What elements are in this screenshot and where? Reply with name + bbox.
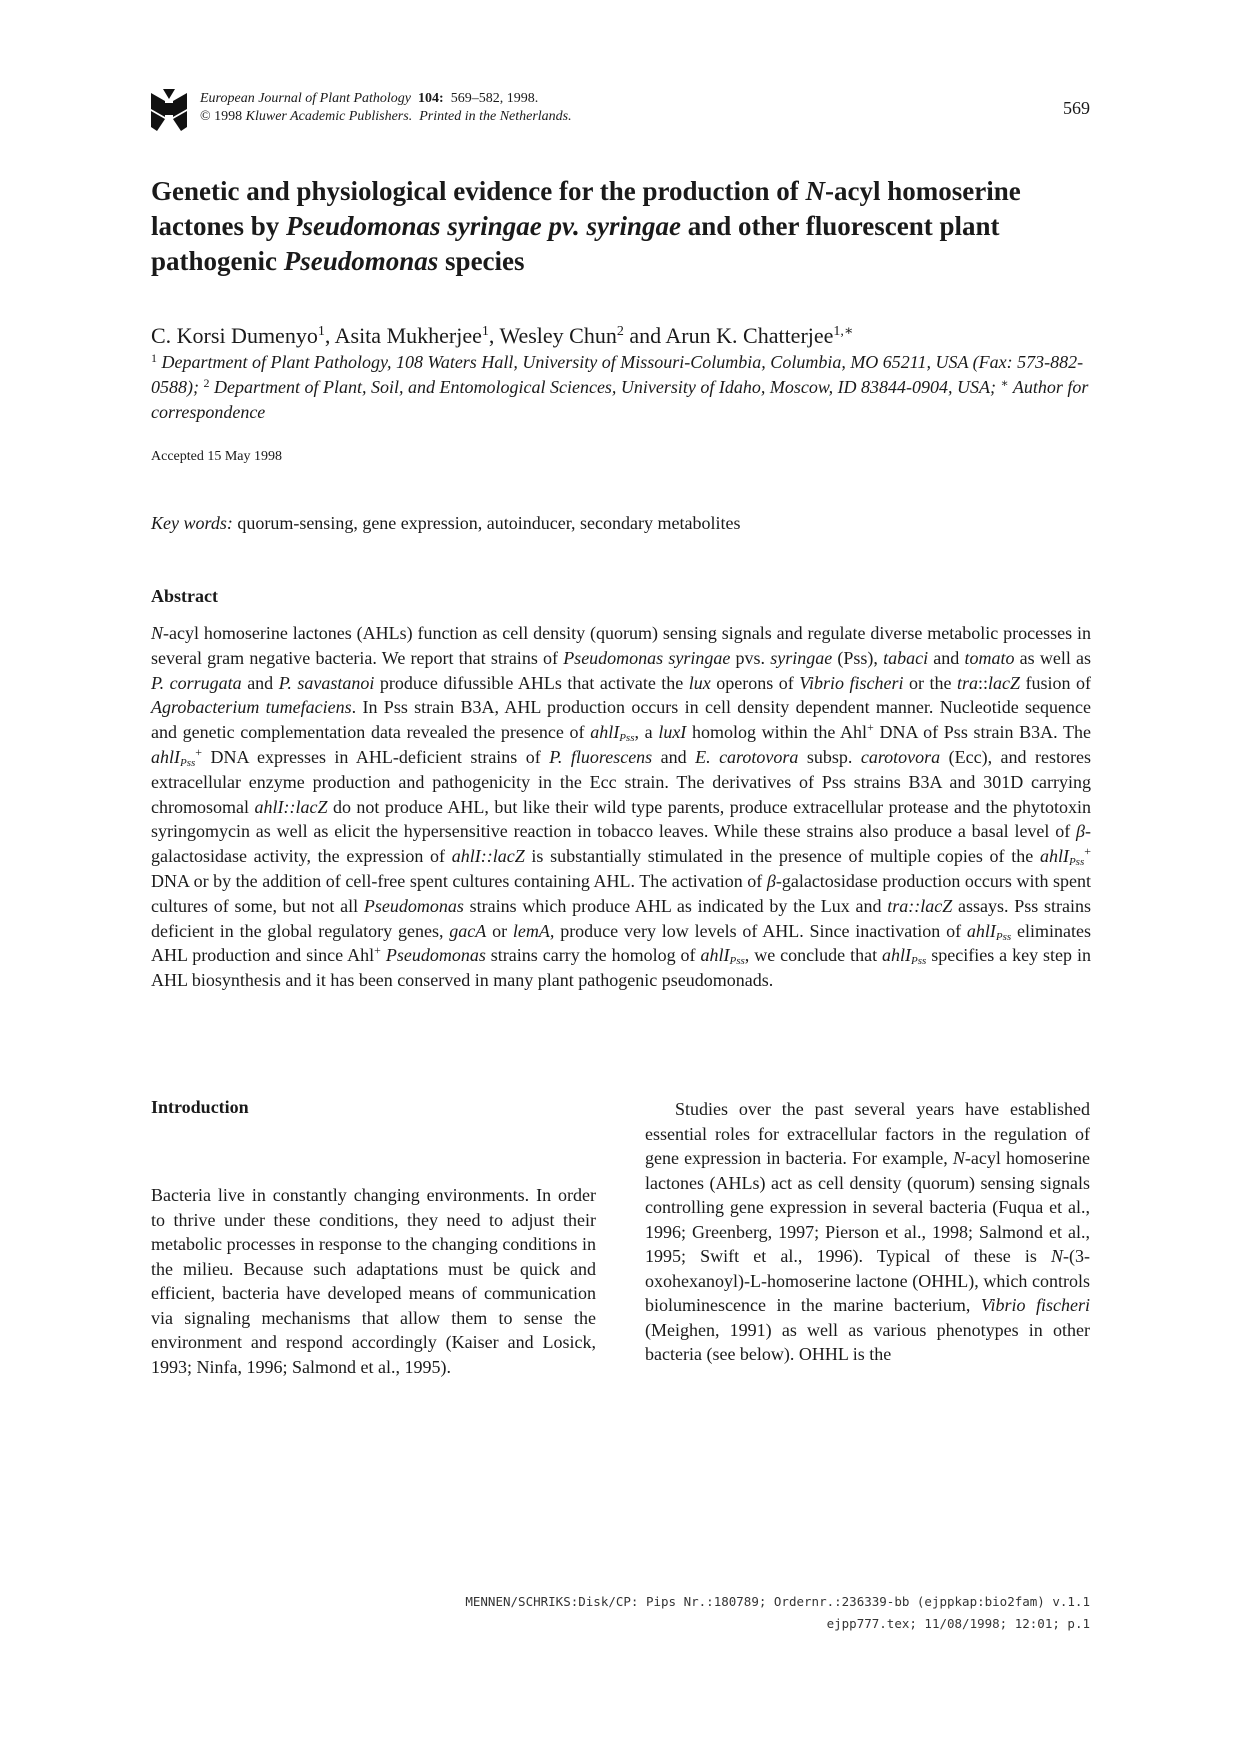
abstract-subscript: Pss bbox=[619, 732, 635, 745]
abstract-italic: P. corrugata bbox=[151, 672, 242, 693]
author-name: Asita Mukherjee bbox=[334, 323, 482, 348]
printed-note: Printed in the Netherlands. bbox=[419, 109, 572, 124]
journal-citation bbox=[200, 90, 900, 126]
abstract-italic: tra::lacZ bbox=[887, 895, 953, 916]
abstract-text: -galactosidase production occurs with spent cultures of some, but not all bbox=[151, 870, 1092, 916]
title-italic-n: N bbox=[805, 176, 825, 206]
abstract-text: or bbox=[486, 920, 513, 941]
introduction-right-column bbox=[645, 1097, 1090, 1367]
abstract-italic: Vibrio fischeri bbox=[799, 672, 904, 693]
journal-line-2 bbox=[200, 108, 900, 126]
abstract-text: do not produce AHL, but like their wild type parents, produce extracellular protease and the phytotoxin syringomycin as well as elicit the hypersensitive reaction in tobacco leaves. While these strains also produce a basal level of bbox=[151, 796, 1091, 842]
author-separator: , bbox=[488, 323, 500, 348]
abstract-text: strains which produce AHL as indicated by the Lux and bbox=[463, 895, 888, 916]
keywords-text: quorum-sensing, gene expression, autoinducer, secondary metabolites bbox=[232, 513, 741, 533]
abstract-text: , a bbox=[634, 722, 659, 743]
abstract-text: DNA of Pss strain B3A. The bbox=[873, 722, 1091, 743]
title-text: Genetic and physiological evidence for the production of bbox=[151, 176, 806, 206]
abstract-superscript: + bbox=[195, 744, 203, 759]
copyright-symbol: © bbox=[200, 109, 211, 124]
abstract-italic: ahlI bbox=[700, 945, 730, 966]
abstract-italic: tabaci bbox=[883, 647, 929, 668]
abstract-italic: ahlI::lacZ bbox=[451, 846, 525, 867]
abstract-italic: Pseudomonas bbox=[385, 945, 486, 966]
author-affiliation-mark: 1 bbox=[481, 324, 489, 339]
abstract-italic: ahlI::lacZ bbox=[254, 796, 328, 817]
abstract-text: and bbox=[241, 672, 279, 693]
author-name: C. Korsi Dumenyo bbox=[151, 323, 318, 348]
affiliation-text: Department of Plant, Soil, and Entomological Sciences, University of Idaho, Moscow, ID 83844-0904, USA; bbox=[209, 377, 1001, 397]
abstract-body bbox=[151, 621, 1091, 993]
abstract-text: pvs. bbox=[730, 647, 771, 668]
intro-text: (Meighen, 1991) as well as various phenotypes in other bacteria (see below). OHHL is the bbox=[645, 1319, 1090, 1364]
abstract-superscript: + bbox=[374, 943, 381, 958]
author-name: Wesley Chun bbox=[499, 323, 617, 348]
abstract-text: subsp. bbox=[798, 746, 861, 767]
abstract-italic: tomato bbox=[964, 647, 1015, 668]
article-title bbox=[151, 174, 1101, 279]
abstract-subscript: Pss bbox=[729, 955, 745, 968]
abstract-text: -acyl homoserine lactones (AHLs) function as cell density (quorum) sensing signals and regulate diverse metabolic processes in several gram negative bacteria. We report that strains of bbox=[151, 623, 1091, 668]
footer-line-2: ejpp777.tex; 11/08/1998; 12:01; p.1 bbox=[826, 1616, 1090, 1631]
title-genus: Pseudomonas bbox=[283, 246, 439, 276]
author-list bbox=[151, 322, 1101, 350]
affiliation-mark: 2 bbox=[203, 376, 210, 390]
author-name: Arun K. Chatterjee bbox=[665, 323, 834, 348]
introduction-left-column: Bacteria live in constantly changing environments. In order to thrive under these conditions, they need to adjust their metabolic processes in response to the changing conditions in the milieu. Because such adaptations must be quick and efficient, bacteria have developed means of communication via signaling mechanisms that allow them to sense the environment and respond accordingly (Kaiser and Losick, 1993; Ninfa, 1996; Salmond et al., 1995). bbox=[151, 1185, 596, 1377]
abstract-italic: ahlI bbox=[966, 920, 996, 941]
abstract-text: assays. Pss strains deficient in the global regulatory genes, bbox=[151, 895, 1091, 941]
keywords bbox=[151, 513, 1101, 534]
abstract-subscript: Pss bbox=[1068, 856, 1085, 869]
abstract-subscript: Pss bbox=[180, 756, 196, 769]
abstract-text: produce difussible AHLs that activate the bbox=[374, 672, 689, 693]
copyright-year: 1998 bbox=[214, 109, 243, 124]
keywords-label: Key words: bbox=[151, 513, 233, 533]
affiliation-mark: ∗ bbox=[1000, 376, 1009, 390]
abstract-italic: β bbox=[1076, 821, 1085, 842]
publisher-name: Kluwer Academic Publishers. bbox=[245, 109, 413, 124]
author-affiliation-mark: 1 bbox=[317, 324, 325, 339]
intro-text: Studies over the past several years have established essential roles for extracellular factors in the regulation of gene expression in bacteria. For example, bbox=[645, 1099, 1090, 1168]
abstract-italic: Pseudomonas syringae bbox=[563, 647, 731, 668]
abstract-italic: ahlI bbox=[1039, 846, 1069, 867]
journal-pages-year: 569–582, 1998. bbox=[450, 91, 539, 106]
abstract-text: . In Pss strain B3A, AHL production occurs in cell density dependent manner. Nucleotide sequence and genetic complementation data revealed the presence of bbox=[151, 697, 1091, 743]
abstract-italic: carotovora bbox=[860, 746, 941, 767]
intro-italic: Vibrio fischeri bbox=[980, 1295, 1090, 1315]
affiliation-mark: 1 bbox=[151, 351, 157, 365]
intro-italic: N bbox=[952, 1148, 965, 1168]
intro-italic: N bbox=[1051, 1246, 1064, 1266]
journal-volume: 104: bbox=[418, 91, 444, 106]
abstract-text: DNA expresses in AHL-deficient strains of bbox=[202, 746, 550, 767]
abstract-italic: syringae bbox=[770, 647, 833, 668]
affiliations bbox=[151, 350, 1101, 425]
author-affiliation-mark: 2 bbox=[616, 324, 624, 339]
abstract-italic: gacA bbox=[449, 920, 487, 941]
abstract-text: and bbox=[652, 746, 696, 767]
abstract-italic: lemA, bbox=[512, 920, 555, 941]
abstract-text: and bbox=[928, 647, 965, 668]
abstract-italic: P. savastanoi bbox=[278, 672, 375, 693]
abstract-text: is substantially stimulated in the presence of multiple copies of the bbox=[524, 846, 1040, 867]
abstract-text: (Ecc), and restores extracellular enzyme production and pathogenicity in the Ecc strain. The derivatives of Pss strains B3A and 301D carrying chromosomal bbox=[151, 746, 1091, 817]
abstract-superscript: + bbox=[1084, 844, 1091, 859]
footer-line-1: MENNEN/SCHRIKS:Disk/CP: Pips Nr.:180789; Ordernr.:236339-bb (ejppkap:bio2fam) v.1.1 bbox=[465, 1594, 1090, 1609]
production-footer bbox=[400, 1591, 1090, 1635]
abstract-italic: E. carotovora bbox=[695, 746, 799, 767]
affiliation-text: Author for correspondence bbox=[151, 377, 1089, 422]
abstract-subscript: Pss bbox=[911, 955, 927, 968]
abstract-text: , we conclude that bbox=[744, 945, 883, 966]
affiliation-text: Department of Plant Pathology, 108 Waters Hall, University of Missouri-Columbia, Columbia, MO 65211, USA (Fax: 573-882-0588); bbox=[151, 352, 1084, 397]
publisher-logo-icon bbox=[151, 89, 187, 131]
abstract-italic: Pseudomonas bbox=[363, 895, 464, 916]
abstract-text: (Pss), bbox=[832, 647, 884, 668]
author-separator: , bbox=[324, 323, 335, 348]
introduction-heading: Introduction bbox=[151, 1097, 249, 1117]
abstract-text: specifies a key step in AHL biosynthesis and it has been conserved in many plant pathogenic pseudomonads. bbox=[151, 945, 1091, 991]
abstract-text: DNA or by the addition of cell-free spent cultures containing AHL. The activation of bbox=[151, 870, 767, 891]
page-number: 569 bbox=[1063, 98, 1090, 118]
kluwer-publisher-logo bbox=[151, 89, 187, 131]
abstract-italic: ahlI bbox=[882, 945, 912, 966]
abstract-text: strains carry the homolog of bbox=[485, 945, 701, 966]
author-affiliation-mark: 1,∗ bbox=[833, 324, 854, 339]
abstract-italic: N bbox=[151, 623, 164, 643]
abstract-italic: Agrobacterium tumefaciens bbox=[151, 697, 352, 718]
accepted-date: Accepted 15 May 1998 bbox=[151, 449, 283, 464]
intro-text: -(3-oxohexanoyl)-L-homoserine lactone (OHHL), which controls bioluminescence in the marine bacterium, bbox=[645, 1246, 1090, 1315]
abstract-italic: ahlI bbox=[151, 746, 180, 767]
title-text: species bbox=[438, 246, 525, 276]
abstract-text: :: bbox=[977, 672, 988, 693]
journal-line-1 bbox=[200, 90, 900, 108]
abstract-text: -galactosidase activity, the expression of bbox=[151, 821, 1091, 867]
abstract-text: as well as bbox=[1014, 647, 1092, 668]
abstract-text: operons of bbox=[710, 672, 800, 693]
author-separator: and bbox=[623, 323, 666, 348]
abstract-text: eliminates AHL production and since Ahl bbox=[151, 920, 1091, 966]
abstract-italic: P. fluorescens bbox=[549, 746, 653, 767]
abstract-italic: luxI bbox=[658, 722, 687, 743]
abstract-text: homolog within the Ahl bbox=[686, 722, 867, 743]
abstract-text: or the bbox=[903, 672, 957, 693]
abstract-italic: ahlI bbox=[590, 722, 620, 743]
abstract-heading: Abstract bbox=[151, 586, 218, 606]
abstract-text: produce very low levels of AHL. Since inactivation of bbox=[554, 920, 967, 941]
abstract-italic: tra bbox=[956, 672, 978, 693]
abstract-text: fusion of bbox=[1020, 672, 1092, 693]
journal-name: European Journal of Plant Pathology bbox=[200, 91, 412, 106]
abstract-superscript: + bbox=[867, 720, 874, 735]
title-species: Pseudomonas syringae pv. syringae bbox=[286, 211, 682, 241]
intro-text: -acyl homoserine lactones (AHLs) act as cell density (quorum) sensing signals controlling gene expression in several bacteria (Fuqua et al., 1996; Greenberg, 1997; Pierson et al., 1998; Salmond et al., 1995; Swift et al., 1996). Typical of these is bbox=[645, 1148, 1091, 1266]
title-text: and other fluorescent plant pathogenic bbox=[151, 211, 1000, 276]
title-text: -acyl homoserine lactones by bbox=[151, 176, 1021, 241]
abstract-italic: lacZ bbox=[988, 672, 1021, 693]
abstract-subscript: Pss bbox=[995, 930, 1012, 943]
abstract-italic: lux bbox=[688, 672, 711, 693]
abstract-italic: β bbox=[766, 870, 776, 891]
